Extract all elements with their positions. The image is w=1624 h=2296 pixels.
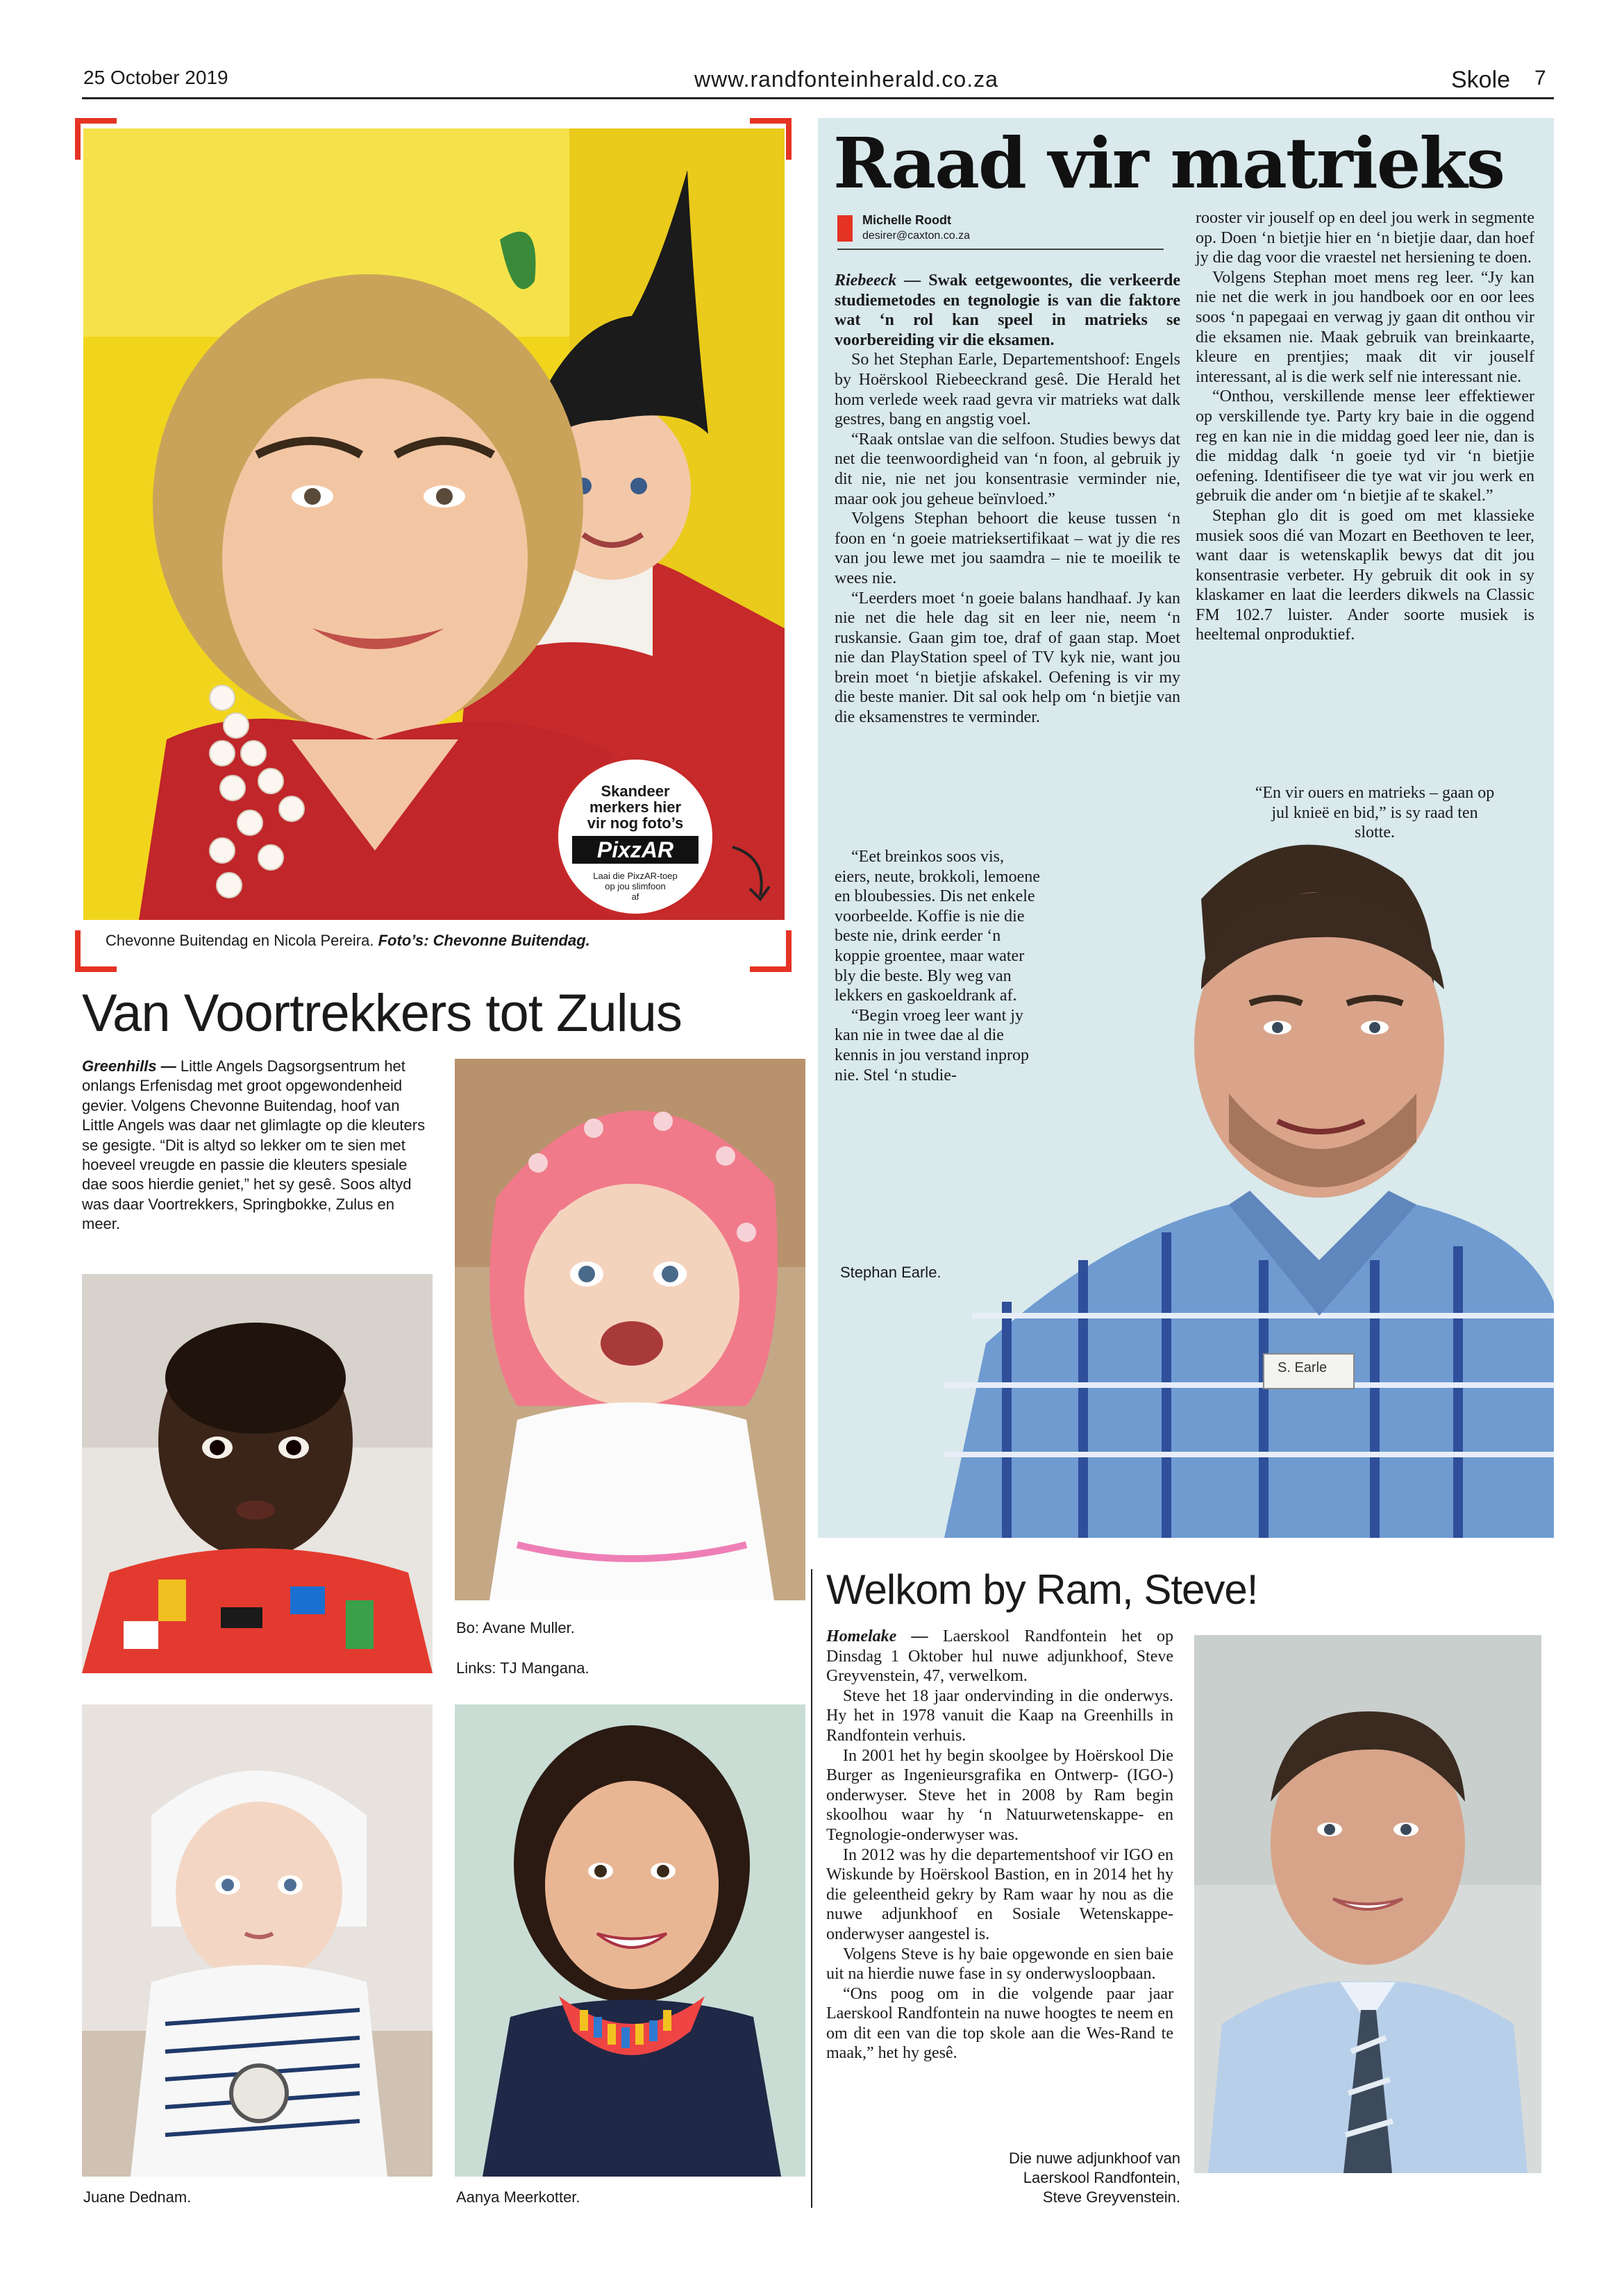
welkom-paragraph: In 2012 was hy die departementshoof vir IGO en Wiskunde by Hoërskool Bastion, en in 2014 het hy die geleentheid gekry by Ram waar hy nou as die nuwe adjunkhoof en Sosiale Wetenskappe-onderwyser aangestel is. — [826, 1845, 1173, 1943]
photo-avane-muller — [455, 1059, 805, 1600]
matrieks-paragraph: Volgens Stephan behoort die keuse tussen ‘n foon en ‘n goeie matrieksertifikaat – wat jy die res van jou lewe met jou saamdra – nie te moeilik te wees nie. — [835, 510, 1180, 587]
matrieks-lead-text: Swak eetgewoontes, die verkeerde studiemetodes en tegnologie is van die faktore wat ‘n rol kan speel in matrieks se voorbereiding vir die eksamen. — [835, 271, 1180, 349]
matrieks-column-1 — [835, 271, 1180, 728]
pixzar-sub1: Laai die PixzAR-toep — [593, 871, 678, 881]
matrieks-column-2 — [1196, 208, 1534, 645]
matrieks-paragraph: Stephan glo dit is goed om met klassieke musiek soos dié van Mozart en Beethoven te leer, want daar is wetenskaplik bewys dat dit jou konsentrasie verbeter. Hy gebruik dit ook in sy klaskamer en laat die leerders dikwels na Classic FM 102.7 luister. Ander soorte musiek is heeltemal onproduktief. — [1196, 506, 1534, 644]
matrieks-headline: Raad vir matrieks — [833, 122, 1504, 204]
column-divider — [811, 1569, 812, 2208]
corner-marker — [750, 118, 792, 160]
byline-marker — [837, 215, 853, 242]
photo-juane-dednam — [82, 1704, 433, 2177]
steve-caption-line2: Laerskool Randfontein, — [1023, 2169, 1180, 2186]
steve-caption-line1: Die nuwe adjunkhoof van — [1008, 2150, 1180, 2167]
steve-caption — [958, 2149, 1180, 2207]
main-photo-caption — [106, 930, 590, 951]
caption-bo-avane: Bo: Avane Muller. — [456, 1619, 575, 1636]
issue-date: 25 October 2019 — [83, 67, 228, 88]
matrieks-paragraph: Volgens Stephan moet mens reg leer. “Jy kan nie net die werk in jou handboek oor en oor lees soos ‘n papegaai en verwag jy gaan dit onthou vir die eksamen nie. Maak gebruik van breinkaarte, kleure en prentjies; maak dit vir jouself interessant, al is die werk self nie interessant nie. — [1196, 268, 1534, 386]
voortrekkers-dateline: Greenhills — — [82, 1057, 176, 1075]
stephan-caption: Stephan Earle. — [840, 1264, 941, 1281]
photo-credit: Foto’s: Chevonne Buitendag. — [378, 932, 590, 949]
welkom-dateline: Homelake — — [826, 1627, 928, 1645]
matrieks-paragraph: So het Stephan Earle, Departementshoof: Engels by Hoërskool Riebeeckrand gesê. Die Herald het hom verlede week raad gevra vir matrieks wat dalk gestres, bang en angstig voel. — [835, 351, 1180, 429]
caption-juane: Juane Dednam. — [83, 2188, 192, 2206]
pixzar-logo: PixzAR — [572, 836, 698, 864]
caption-names: Chevonne Buitendag en Nicola Pereira. — [106, 932, 374, 949]
pixzar-line3: vir nog foto’s — [587, 814, 684, 832]
steve-caption-line3: Steve Greyvenstein. — [1042, 2188, 1180, 2206]
voortrekkers-text: Little Angels Dagsorgsentrum het onlangs Erfenisdag met groot opgewondenheid gevier. Volgens Chevonne Buitendag, hoof van Little Angels was daar net glimlagte op die kleuters se gesigte. “Dit is altyd so lekker om te sien met hoeveel vreugde en passie die kleuters spesiale dae soos hierdie geniet,” het sy gesê. Soos altyd was daar Voortrekkers, Springbokke, Zulus en meer. — [82, 1057, 426, 1233]
caption-links-tj: Links: TJ Mangana. — [456, 1659, 589, 1677]
matrieks-paragraph: “Begin vroeg leer want jy kan nie in twee dae al die kennis in jou verstand inprop nie. Stel ‘n studie- — [835, 1006, 1029, 1084]
matrieks-lead — [835, 271, 1180, 350]
caption-aanya: Aanya Meerkotter. — [456, 2188, 580, 2206]
byline-email[interactable]: desirer@caxton.co.za — [862, 230, 970, 242]
corner-marker — [75, 118, 117, 160]
photo-aanya-meerkotter — [455, 1704, 805, 2177]
matrieks-paragraph: “Leerders moet ‘n goeie balans handhaaf. Jy kan nie net die hele dag sit en leer nie, neem ‘n ruskansie. Gaan gim toe, draf of gaan stap. Moet nie dan PlayStation speel of TV kyk nie, want jou brein moet ‘n bietjie afskakel. Oefening is vir my die beste manier. Dit sal ook help om ‘n bietjie van die eksamenstres te verminder. — [835, 589, 1180, 727]
welkom-headline: Welkom by Ram, Steve! — [826, 1566, 1258, 1613]
matrieks-paragraph: “Onthou, verskillende mense leer effektiewer op verskillende tye. Party kry baie in die oggend reg en kan nie in die middag goed leer nie, dan is die middag dalk ‘n goeie tyd vir ‘n bietjie oefening. Identifiseer die tye wat vir jou werk en gebruik die ander om ‘n bietjie af te skakel.” — [1196, 387, 1534, 505]
section-name: Skole — [1451, 67, 1511, 93]
pixzar-line2: merkers hier — [589, 798, 682, 816]
photo-tj-mangana — [82, 1274, 433, 1673]
matrieks-dateline: Riebeeck — — [835, 271, 921, 290]
site-url[interactable]: www.randfonteinherald.co.za — [694, 67, 998, 92]
matrieks-closing: “En vir ouers en matrieks – gaan op jul knieë en bid,” is sy raad ten slotte. — [1255, 784, 1495, 842]
byline-name: Michelle Roodt — [862, 213, 952, 227]
welkom-paragraph: Steve het 18 jaar ondervinding in die onderwys. Hy het in 1978 vanuit die Kaap na Greenhills in Randfontein verhuis. — [826, 1686, 1173, 1745]
byline-rule — [837, 249, 1164, 250]
welkom-body — [826, 1627, 1173, 2063]
photo-stephan-earle — [903, 816, 1554, 1538]
pixzar-line1: Skandeer — [601, 782, 670, 800]
welkom-paragraph: “Ons poog om in die volgende paar jaar Laerskool Randfontein na nuwe hoogtes te neem en om dit een van die top skole aan die Wes-Rand te maak,” het hy gesê. — [826, 1984, 1173, 2063]
photo-steve-greyvenstein — [1194, 1635, 1541, 2173]
header-rule — [82, 97, 1554, 99]
matrieks-paragraph: “Raak ontslae van die selfoon. Studies bewys dat net die teenwoordigheid van ‘n foon, al gebruik jy dit nie, nie net jou konsentrasie verminder nie, maar ook jou geheue beïnvloed.” — [835, 430, 1180, 508]
pixzar-sub3: af — [631, 891, 639, 902]
pixzar-arrow-icon — [726, 844, 781, 906]
welkom-lead: Laerskool Randfontein het op Dinsdag 1 Oktober hul nuwe adjunkhoof, Steve Greyvenstein, 47, verwelkom. — [826, 1627, 1173, 1686]
page-number: 7 — [1534, 67, 1546, 90]
matrieks-paragraph: “Eet breinkos soos vis, eiers, neute, brokkoli, lemoene en bloubessies. Dis net enkele voorbeelde. Koffie is nie die beste nie, drink eerder ‘n koppie groentee, maar water bly die beste. Bly weg van lekkers en gaskoeldrank af. — [835, 848, 1040, 1005]
corner-marker — [750, 930, 792, 972]
matrieks-paragraph: rooster vir jouself op en deel jou werk in segmente op. Doen ‘n bietjie hier en ‘n bietjie daar, dan hoef jy die dag voor die vraestel net hersiening te doen. — [1196, 209, 1534, 267]
voortrekkers-body — [82, 1057, 429, 1234]
welkom-paragraph: Volgens Steve is hy baie opgewonde en sien baie uit na hierdie nuwe fase in sy onderwysloopbaan. — [826, 1945, 1173, 1984]
pixzar-badge[interactable] — [555, 757, 715, 916]
welkom-paragraph: In 2001 het hy begin skoolgee by Hoërskool Die Burger as Ingenieursgrafika en Ontwerp- (IGO-) onderwyser. Steve het in 2008 by Ram begin skoolhou waar hy ‘n Natuurwetenskappe- en Tegnologie-onderwyser was. — [826, 1746, 1173, 1844]
pixzar-sub2: op jou slimfoon — [605, 881, 666, 891]
name-badge: S. Earle — [1278, 1360, 1328, 1375]
voortrekkers-headline: Van Voortrekkers tot Zulus — [82, 984, 682, 1043]
